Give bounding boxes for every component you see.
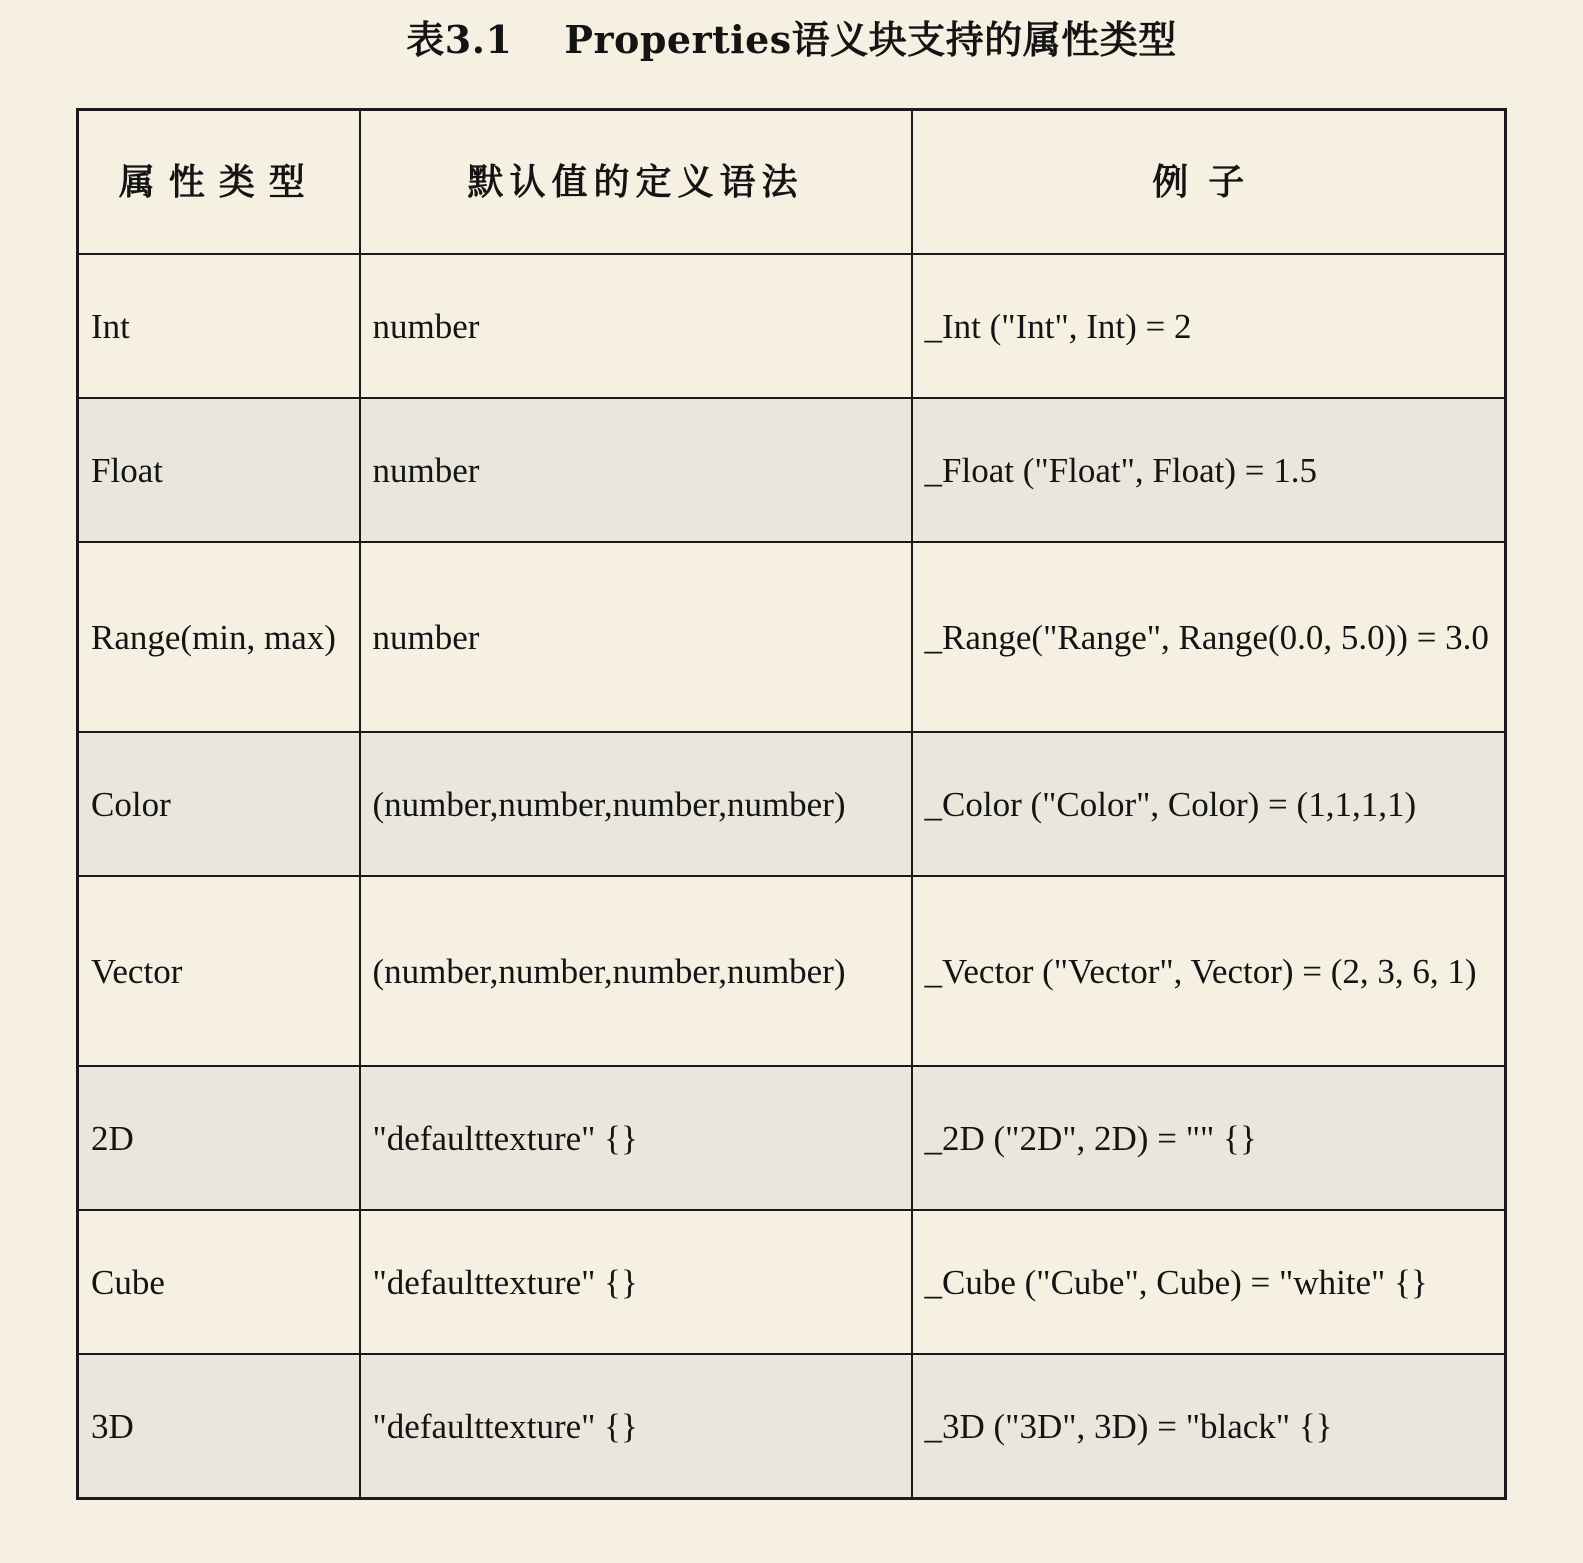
- cell-type: Int: [78, 254, 360, 398]
- cell-example: _Float ("Float", Float) = 1.5: [912, 398, 1506, 542]
- cell-default-syntax: number: [360, 398, 912, 542]
- header-property-type: 属性类型: [78, 110, 360, 255]
- cell-type: 2D: [78, 1066, 360, 1210]
- cell-example: _Color ("Color", Color) = (1,1,1,1): [912, 732, 1506, 876]
- cell-default-syntax: "defaulttexture" {}: [360, 1066, 912, 1210]
- table-row: [78, 1210, 1506, 1354]
- cell-example: _3D ("3D", 3D) = "black" {}: [912, 1354, 1506, 1499]
- header-example: 例子: [912, 110, 1506, 255]
- table-row: [78, 542, 1506, 732]
- property-types-table: [76, 108, 1507, 1500]
- cell-default-syntax: (number,number,number,number): [360, 876, 912, 1066]
- table-row: [78, 1066, 1506, 1210]
- table-row: [78, 254, 1506, 398]
- cell-default-syntax: "defaulttexture" {}: [360, 1210, 912, 1354]
- table-title: Properties语义块支持的属性类型: [564, 17, 1177, 62]
- cell-type: Vector: [78, 876, 360, 1066]
- table-number: 表3.1: [406, 17, 513, 62]
- cell-example: _Cube ("Cube", Cube) = "white" {}: [912, 1210, 1506, 1354]
- cell-type: 3D: [78, 1354, 360, 1499]
- cell-type: Range(min, max): [78, 542, 360, 732]
- cell-example: _Range("Range", Range(0.0, 5.0)) = 3.0: [912, 542, 1506, 732]
- cell-type: Color: [78, 732, 360, 876]
- cell-default-syntax: "defaulttexture" {}: [360, 1354, 912, 1499]
- cell-default-syntax: number: [360, 542, 912, 732]
- table-row: [78, 732, 1506, 876]
- table-row: [78, 876, 1506, 1066]
- cell-example: _Int ("Int", Int) = 2: [912, 254, 1506, 398]
- table-row: [78, 1354, 1506, 1499]
- cell-default-syntax: number: [360, 254, 912, 398]
- header-row: [78, 110, 1506, 255]
- cell-example: _2D ("2D", 2D) = "" {}: [912, 1066, 1506, 1210]
- cell-type: Cube: [78, 1210, 360, 1354]
- cell-example: _Vector ("Vector", Vector) = (2, 3, 6, 1): [912, 876, 1506, 1066]
- cell-type: Float: [78, 398, 360, 542]
- cell-default-syntax: (number,number,number,number): [360, 732, 912, 876]
- table-row: [78, 398, 1506, 542]
- header-default-syntax: 默认值的定义语法: [360, 110, 912, 255]
- table-caption: [0, 10, 1583, 70]
